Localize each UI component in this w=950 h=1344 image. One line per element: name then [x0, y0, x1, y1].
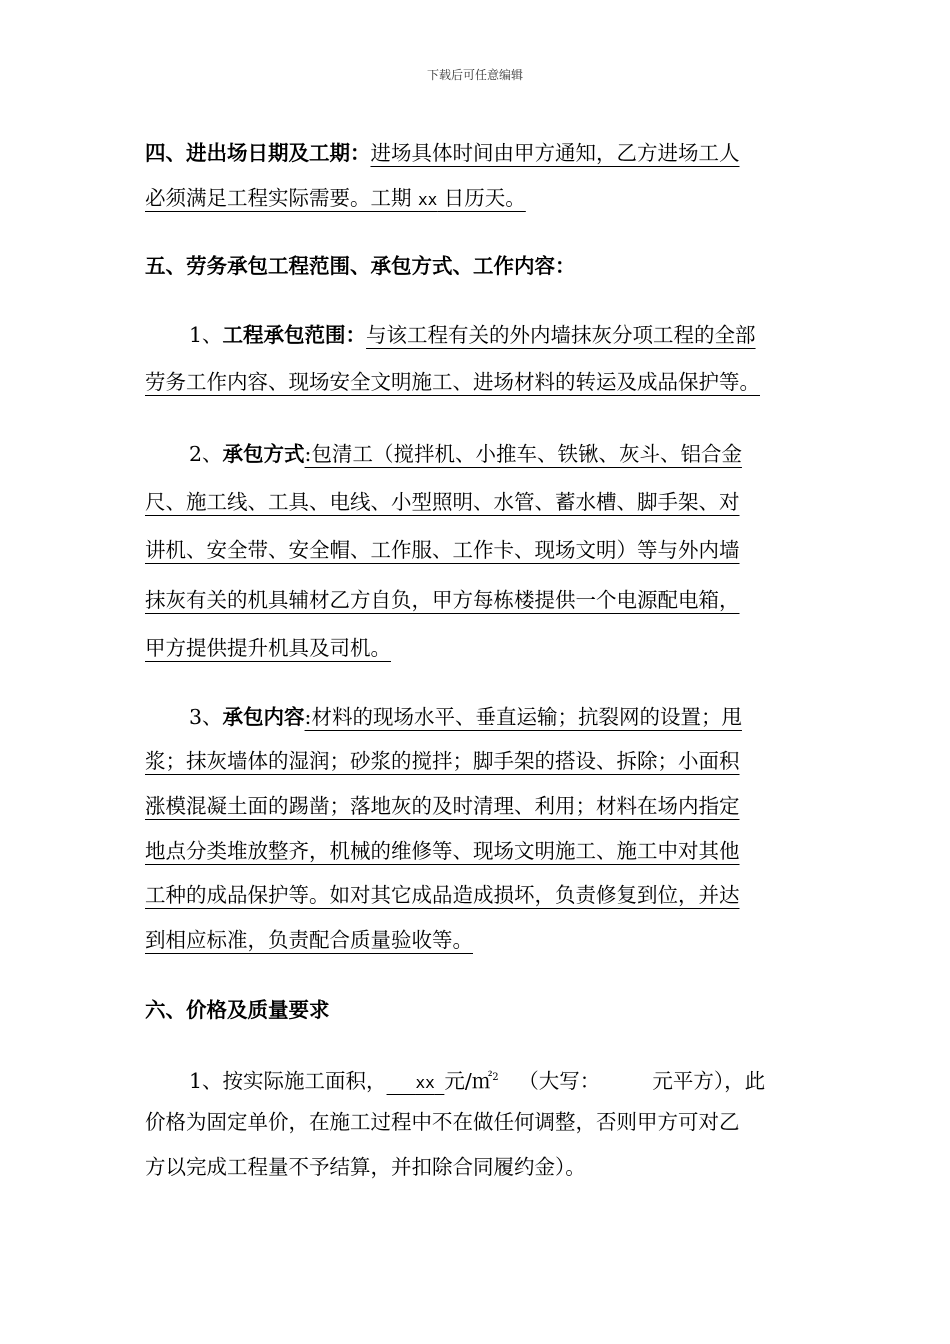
section6-heading: 六、价格及质量要求	[145, 998, 330, 1022]
item2-text-2: 尺、施工线、工具、电线、小型照明、水管、蓄水槽、脚手架、对	[145, 490, 740, 514]
item3-number: 3、	[189, 705, 223, 729]
item2-text-3: 讲机、安全带、安全帽、工作服、工作卡、现场文明）等与外内墙	[145, 538, 740, 562]
section4-text-2a: 必须满足工程实际需要。工期	[145, 186, 419, 210]
item3-line2	[145, 746, 740, 776]
price-prefix: 1、按实际施工面积，	[189, 1069, 387, 1093]
section4-line1	[145, 138, 740, 168]
item1-text: 与该工程有关的外内墙抹灰分项工程的全部	[366, 323, 756, 347]
item2-line1	[189, 439, 742, 469]
price-line2: 价格为固定单价，在施工过程中不在做任何调整，否则甲方可对乙	[145, 1110, 740, 1134]
item3-line1	[189, 702, 742, 732]
section4-text: 进场具体时间由甲方通知，乙方进场工人	[370, 141, 740, 165]
item3-text-2: 浆；抹灰墙体的湿润；砂浆的搅拌；脚手架的搭设、拆除；小面积	[145, 749, 740, 773]
price-rest: （大写： 元平方），此	[518, 1069, 766, 1093]
price-unit-sup: 2	[492, 1072, 499, 1083]
price-unit: 元/㎡	[444, 1069, 493, 1093]
price-value	[387, 1073, 445, 1092]
duration-value: xx	[418, 190, 438, 209]
page-header: 下载后可任意编辑	[426, 68, 523, 82]
price-line1	[189, 1063, 765, 1093]
item2-text: :包清工（搅拌机、小推车、铁锹、灰斗、铝合金	[304, 442, 742, 466]
section5-heading: 五、劳务承包工程范围、承包方式、工作内容：	[145, 254, 576, 278]
item2-line2	[145, 487, 740, 517]
item1-text-2: 劳务工作内容、现场安全文明施工、进场材料的转运及成品保护等。	[145, 370, 760, 394]
price-value-text: xx	[415, 1073, 435, 1092]
section4-heading: 四、进出场日期及工期：	[145, 141, 371, 165]
item1-label: 工程承包范围：	[222, 323, 367, 347]
item2-line3	[145, 535, 740, 565]
item2-line4	[145, 585, 740, 615]
item1-number: 1、	[189, 323, 223, 347]
item3-line6	[145, 925, 473, 955]
section4-text-2b: 日历天。	[437, 186, 526, 210]
item3-text: :材料的现场水平、垂直运输；抗裂网的设置；甩	[304, 705, 742, 729]
item3-text-3: 涨模混凝土面的踢凿；落地灰的及时清理、利用；材料在场内指定	[145, 794, 740, 818]
item3-line3	[145, 791, 740, 821]
price-line3: 方以完成工程量不予结算，并扣除合同履约金）。	[145, 1155, 586, 1179]
section4-line2	[145, 183, 526, 213]
item1-line1	[189, 320, 756, 350]
item1-line2	[145, 367, 760, 397]
item2-number: 2、	[189, 442, 223, 466]
item2-text-4: 抹灰有关的机具辅材乙方自负，甲方每栋楼提供一个电源配电箱，	[145, 588, 740, 612]
item3-text-4: 地点分类堆放整齐，机械的维修等、现场文明施工、施工中对其他	[145, 839, 740, 863]
item3-text-5: 工种的成品保护等。如对其它成品造成损坏，负责修复到位，并达	[145, 883, 740, 907]
item2-line5	[145, 633, 391, 663]
item2-label: 承包方式	[222, 442, 305, 466]
item3-text-6: 到相应标准，负责配合质量验收等。	[145, 928, 473, 952]
item3-line4	[145, 836, 740, 866]
item3-line5	[145, 880, 740, 910]
item3-label: 承包内容	[222, 705, 305, 729]
item2-text-5: 甲方提供提升机具及司机。	[145, 636, 391, 660]
